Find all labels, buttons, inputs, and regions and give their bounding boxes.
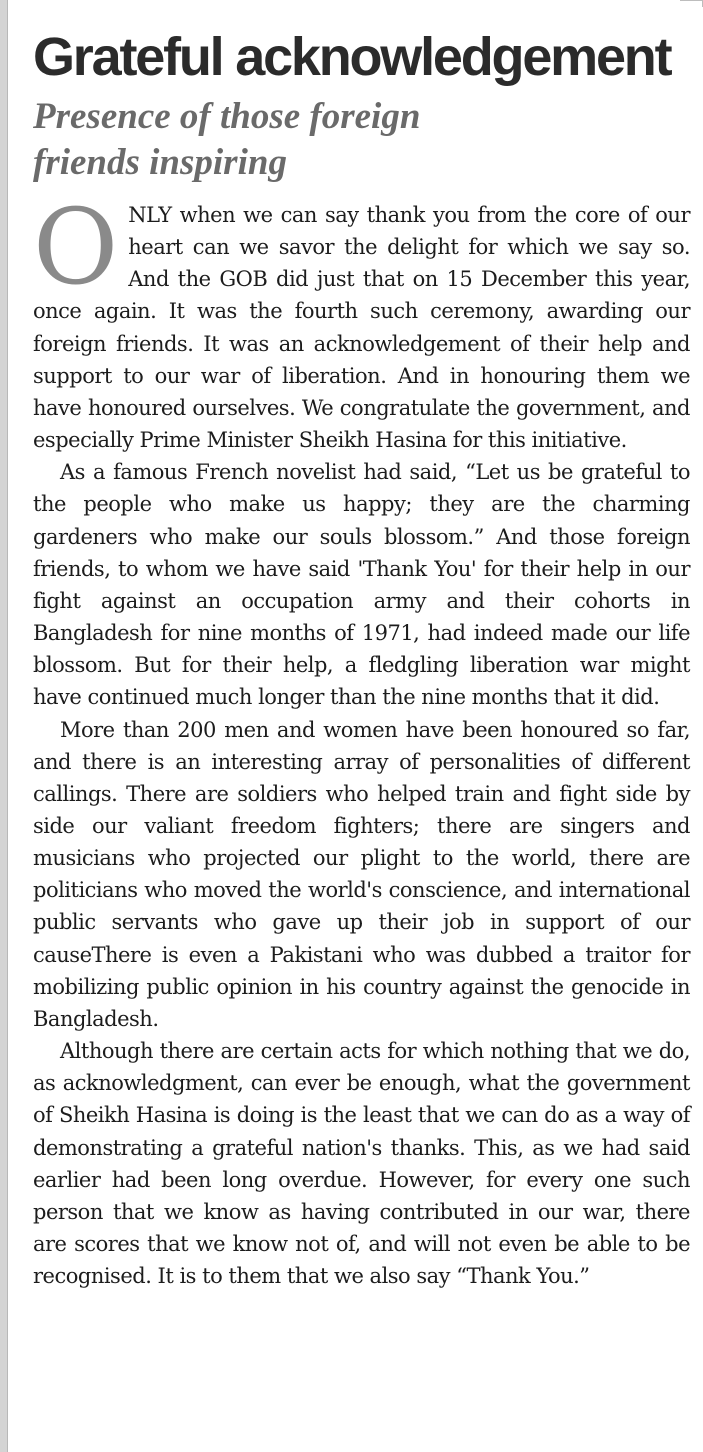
paragraph-4: Although there are certain acts for which nothing that we do, as acknowledgment, can ever be enough, what the government of Sheikh Hasina is doing is the least that we can do as a way of demonstrating a grateful nation's thanks. This, as we had said earlier had been long overdue. However, for every one such person that we know as having contributed in our war, there are scores that we know not of, and will not even be able to be recognised. It is to them that we also say “Thank You.” bbox=[33, 1039, 690, 1289]
headline: Grateful acknowledgement bbox=[33, 27, 671, 87]
article-body bbox=[33, 186, 690, 1292]
editorial-article bbox=[33, 26, 690, 1292]
paragraph-2: As a famous French novelist had said, “Let us be grateful to the people who make us happy; they are the charming gardeners who make our souls blossom.” And those foreign friends, to whom we have said 'Thank You' for their help in our fight against an occupation army and their cohorts in Bangladesh for nine months of 1971, had indeed made our life blossom. But for their help, a fledgling liberation war might have continued much longer than the nine months that it did. bbox=[33, 460, 690, 710]
drop-cap: O bbox=[33, 186, 119, 308]
page-corner-mark bbox=[680, 0, 703, 7]
page-edge-rule bbox=[0, 0, 8, 1452]
paragraph-1 bbox=[33, 186, 690, 456]
subhead: Presence of those foreign friends inspiring bbox=[33, 96, 421, 183]
paragraph-3: More than 200 men and women have been honoured so far, and there is an interesting array of personalities of different callings. There are soldiers who helped train and fight side by side our valiant freedom fighters; there are singers and musicians who projected our plight to the world, there are politicians who moved the world's conscience, and international public servants who gave up their job in support of our causeThere is even a Pakistani who was dubbed a traitor for mobilizing public opinion in his country against the genocide in Bangladesh. bbox=[33, 717, 690, 1031]
paragraph-1-text: NLY when we can say thank you from the core of our heart can we savor the delight for which we say so. And the GOB did just that on 15 December this year, once again. It was the fourth such ceremony, awarding our foreign friends. It was an acknowledgement of their help and support to our war of liberation. And in honouring them we have honoured ourselves. We congratulate the government, and especially Prime Minister Sheikh Hasina for this initiative. bbox=[33, 203, 690, 453]
